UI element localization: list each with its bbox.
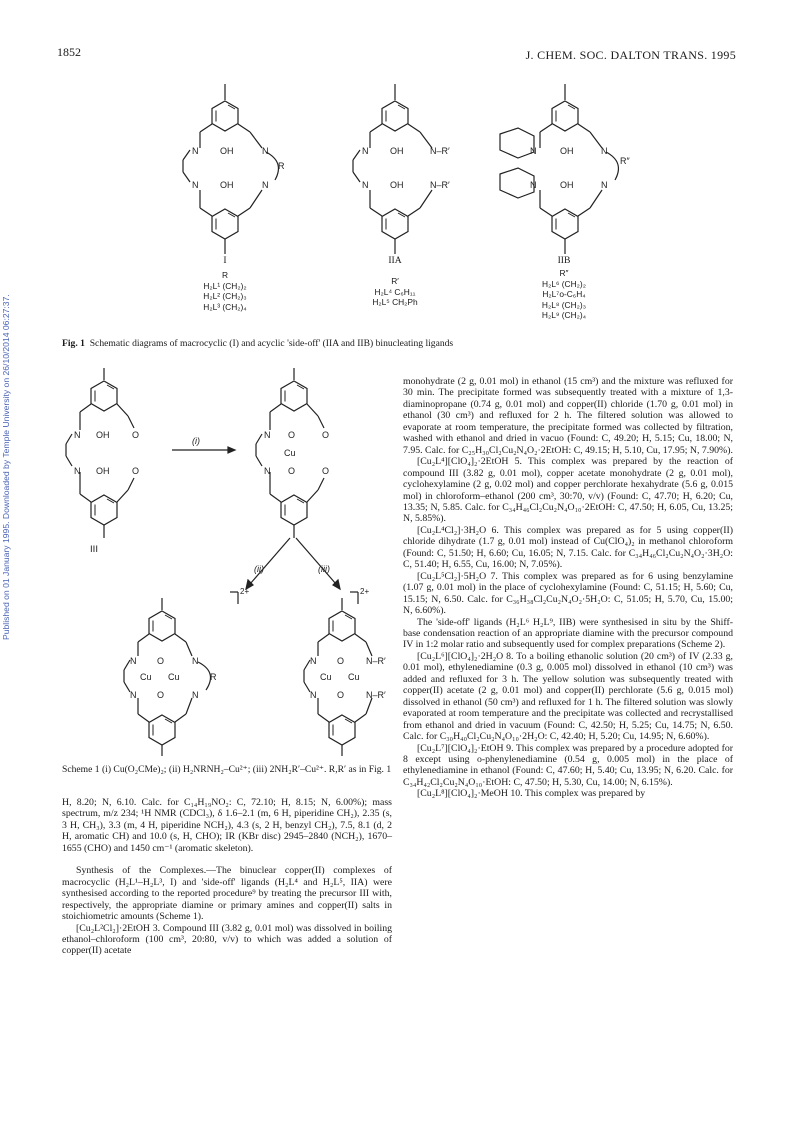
atom-N: N	[262, 180, 269, 190]
paragraph: [Cu₂L²Cl₂]·2EtOH 3. Compound III (3.82 g, 0.01 mol) was dissolved in boiling ethanol–chloroform (100 cm³, 20:80, v/v) to which was added a solution of copper(II) acetate	[62, 922, 392, 957]
paragraph: [Cu₂L⁶][ClO₄]₂·2H₂O 8. To a boiling ethanolic solution (20 cm³) of IV (2.33 g, 0.01 mol), ethylenediamine (0.3 g, 0.005 mol) dissolved in ethanol (10 cm³) was added and refluxed for 3 h. The yellow solution was subsequently treated with copper(II) acetate (2 g, 0.01 mol) and copper(II) perchlorate (5.6 g, 0.015 mol) dissolved in ethanol (50 cm³) and refluxed for 1 h. The filtered solution was slowly evaporated at room temperature and the precipitate was collected and recrystallised from ethanol and dried in vacuum (Found: C, 42.50; H, 5.25; Cu, 14.75; N, 6.50. Calc. for C₃₀H₄₀Cl₂Cu₂N₄O₁₀·2H₂O: C, 42.40; H, 5.20; Cu, 14.95; N, 6.60%).	[403, 650, 733, 743]
atom-O: O	[322, 430, 330, 440]
atom-OH: OH	[390, 146, 404, 156]
atom-Cu: Cu	[284, 448, 296, 458]
compound-row: H₂L⁸ (CH₂)₃	[541, 299, 587, 310]
compound-III-label: III	[90, 544, 98, 555]
atom-O: O	[337, 690, 345, 700]
compound-IIA-labels	[360, 256, 430, 308]
scheme1-diagram	[60, 360, 395, 760]
atom-N: N	[264, 466, 271, 476]
compound-id: I	[223, 255, 227, 266]
atom-O: O	[288, 466, 296, 476]
figure1-structures	[150, 62, 710, 272]
charge-label: 2+	[240, 587, 250, 596]
scheme1-caption: Scheme 1 (i) Cu(O₂CMe)₂; (ii) H₂NRNH₂–Cu²⁺; (iii) 2NH₂R′–Cu²⁺. R,R′ as in Fig. 1	[62, 764, 392, 775]
paragraph: [Cu₂L⁵Cl₂]·5H₂O 7. This complex was prepared as for 6 using benzylamine (1.07 g, 0.01 mol) in the place of cyclohexylamine (Found: C, 51.15; H, 5.60; Cu, 15.15; N, 6.50. Calc. for C₃₆H₃₈Cl₂Cu₂N₄O₂·5H₂O: C, 51.05; H, 5.70, Cu, 15.00; N, 6.60%).	[403, 570, 733, 617]
arrow-iii-label: (iii)	[318, 564, 330, 574]
left-column	[62, 797, 392, 957]
compound-row: H₂L⁵ CH₂Ph	[372, 297, 418, 308]
structure-I	[183, 84, 278, 254]
atom-R-double-prime: R″	[620, 156, 630, 166]
compound-row: H₂L⁹ (CH₂)₄	[541, 310, 587, 321]
atom-Cu: Cu	[140, 672, 152, 682]
figure1-caption	[62, 338, 742, 349]
atom-Cu: Cu	[348, 672, 360, 682]
paragraph: Synthesis of the Complexes.—The binuclear copper(II) complexes of macrocyclic (H₂L¹–H₂L³, I) and 'side-off' ligands (H₂L⁴ and H₂L⁵, IIA) were synthesised according to the reported procedure⁹ by treating the precursor III with, respectively, the appropriate diamine or primary amines and copper(II) salts in stoichiometric amounts (Scheme 1).	[62, 865, 392, 923]
paragraph: [Cu₂L⁴][ClO₄]₂·2EtOH 5. This complex was prepared by the reaction of compound III (3.82 g, 0.01 mol), copper acetate monohydrate (2 g, 0.01 mol), cyclohexylamine (2 g, 0.02 mol) and copper perchlorate hexahydrate (5.6 g, 0.015 mol) in chloroform–ethanol (200 cm³, 30:70, v/v) (Found: C, 47.70; H, 6.20; Cu, 13.35; N, 5.85. Calc. for C₃₄H₄₆Cl₂Cu₂N₄O₁₀·2EtOH: C, 47.50; H, 6.05, Cu, 13.25; N, 5.85%).	[403, 456, 733, 525]
atom-Cu: Cu	[320, 672, 332, 682]
right-column	[403, 376, 733, 800]
paragraph: The 'side-off' ligands (H₂L⁶ H₂L⁹, IIB) were synthesised in situ by the Shiff-base condensation reaction of an appropriate diamine with the precursor compound IV in 1:2 molar ratio and subsequently used for complex preparations (Scheme 2).	[403, 616, 733, 651]
atom-N: N	[310, 656, 317, 666]
atom-N: N	[192, 656, 199, 666]
compound-head: R′	[391, 276, 399, 287]
compound-row: H₂L⁷o-C₆H₄	[542, 289, 586, 300]
compound-head: R	[221, 270, 229, 281]
arrow-ii-label: (ii)	[254, 564, 264, 574]
journal-header: J. CHEM. SOC. DALTON TRANS. 1995	[525, 48, 736, 62]
compound-id: IIB	[557, 255, 571, 266]
atom-NR: N–R′	[366, 656, 386, 666]
atom-OH: OH	[390, 180, 404, 190]
structure-IIA	[353, 84, 432, 254]
compound-row: H₂L¹ (CH₂)₂	[203, 280, 247, 291]
charge-label: 2+	[360, 587, 370, 596]
atom-O: O	[322, 466, 330, 476]
atom-N: N	[530, 146, 537, 156]
paragraph: H, 8.20; N, 6.10. Calc. for C₁₄H₁₉NO₂: C, 72.10; H, 8.15; N, 6.00%); mass spectrum, m/z 234; ¹H NMR (CDCl₃), δ 1.6–2.1 (m, 6 H, piperidine CH₂), 2.35 (s, 3 H, CH₃), 3.3 (m, 4 H, piperidine NCH₂), 4.3 (s, 2 H, benzyl CH₂), 7.5, 8.1 (d, 2 H, aromatic CH) and 10.0 (s, H, CHO); IR (KBr disc) 2945–2840 (NCH₂), 1670–1655 (CHO) and 1450 cm⁻¹ (aromatic skeleton).	[62, 797, 392, 854]
atom-NR: N–R′	[430, 180, 450, 190]
compound-head: R″	[559, 268, 569, 279]
atom-N: N	[74, 466, 81, 476]
sidebar-text: Published on 01 January 1995. Downloaded by Temple University on 26/10/2014 06:27:37.	[1, 294, 11, 640]
compound-IIB-labels	[528, 256, 600, 320]
atom-N: N	[362, 180, 369, 190]
atom-N: N	[130, 690, 137, 700]
atom-N: N	[192, 146, 199, 156]
atom-N: N	[130, 656, 137, 666]
atom-N: N	[310, 690, 317, 700]
compound-I-labels	[190, 256, 260, 312]
figure1-label: Fig. 1	[62, 338, 85, 349]
atom-N: N	[601, 180, 608, 190]
arrow-i-label: (i)	[192, 436, 200, 446]
compound-row: H₂L⁴ C₆H₁₁	[374, 286, 416, 297]
atom-N: N	[530, 180, 537, 190]
atom-OH: OH	[220, 180, 234, 190]
compound-row: H₂L² (CH₂)₃	[203, 291, 247, 302]
atom-OH: OH	[560, 180, 574, 190]
atom-NR: N–R′	[430, 146, 450, 156]
atom-N: N	[192, 690, 199, 700]
atom-N: N	[262, 146, 269, 156]
compound-row: H₂L⁶ (CH₂)₂	[542, 278, 586, 289]
atom-N: N	[601, 146, 608, 156]
paragraph: [Cu₂L⁸][ClO₄]₂·MeOH 10. This complex was prepared by	[417, 788, 646, 800]
atom-O: O	[288, 430, 296, 440]
atom-O: O	[157, 690, 165, 700]
page-number: 1852	[57, 45, 81, 59]
atom-N: N	[74, 430, 81, 440]
atom-N: N	[264, 430, 271, 440]
atom-O: O	[157, 656, 165, 666]
structure-IIB	[500, 84, 618, 254]
atom-OH: OH	[560, 146, 574, 156]
atom-O: O	[132, 466, 140, 476]
atom-NR: N–R′	[366, 690, 386, 700]
compound-row: H₂L³ (CH₂)₄	[203, 301, 247, 312]
atom-O: O	[337, 656, 345, 666]
atom-R: R	[278, 161, 285, 171]
atom-O: O	[132, 430, 140, 440]
compound-id: IIA	[388, 255, 402, 266]
paragraph: [Cu₂L⁴Cl₂]·3H₂O 6. This complex was prepared as for 5 using copper(II) chloride dihydrate (1.7 g, 0.01 mol) instead of Cu(ClO₄)₂ in methanol chloroform (Found: C, 51.50; H, 6.60; Cu, 16.05; N, 7.15. Calc. for C₃₄H₄₆Cl₂Cu₂N₄O₂·3H₂O: C, 51.40; H, 6.55, Cu, 16.00; N, 7.05%).	[403, 524, 733, 571]
atom-N: N	[192, 180, 199, 190]
atom-Cu: Cu	[168, 672, 180, 682]
atom-OH: OH	[220, 146, 234, 156]
figure1-caption-text: Schematic diagrams of macrocyclic (I) and acyclic 'side-off' (IIA and IIB) binucleating ligands	[89, 338, 454, 349]
paragraph: monohydrate (2 g, 0.01 mol) in ethanol (15 cm³) and the mixture was refluxed for 30 min. The precipitate formed was subsequently treated with a mixture of 1,3-diaminopropane (0.74 g, 0.01 mol) and copper(II) chloride (1.70 g, 0.01 mol) in ethanol (30 cm³) and refluxed for 2 h. The filtered solution was allowed to evaporate at room temperature, the precipitate formed was collected by filtration, washed with ethanol and dried in vacuo (Found: C, 49.20; H, 5.15; Cu, 18.00; N, 7.95. Calc. for C₂₅H₃₀Cl₂Cu₂N₄O₂·2EtOH: C, 49.15; H, 5.10, Cu, 17.95; N, 7.90%).	[403, 376, 733, 456]
atom-N: N	[362, 146, 369, 156]
atom-OH: OH	[96, 430, 110, 440]
atom-OH: OH	[96, 466, 110, 476]
atom-R: R	[210, 672, 217, 682]
paragraph: [Cu₂L⁷][ClO₄]₂·EtOH 9. This complex was prepared by a procedure adopted for 8 except using o-phenylenediamine (0.54 g, 0.005 mol) in the place of ethylenediamine in ethanol (Found: C, 47.60; H, 5.40; Cu, 13.95; N, 6.20. Calc. for C₃₄H₄₂Cl₂Cu₂N₄O₁₀·EtOH: C, 47.50; H, 5.30, Cu, 14.00; N, 6.15%).	[403, 742, 733, 788]
